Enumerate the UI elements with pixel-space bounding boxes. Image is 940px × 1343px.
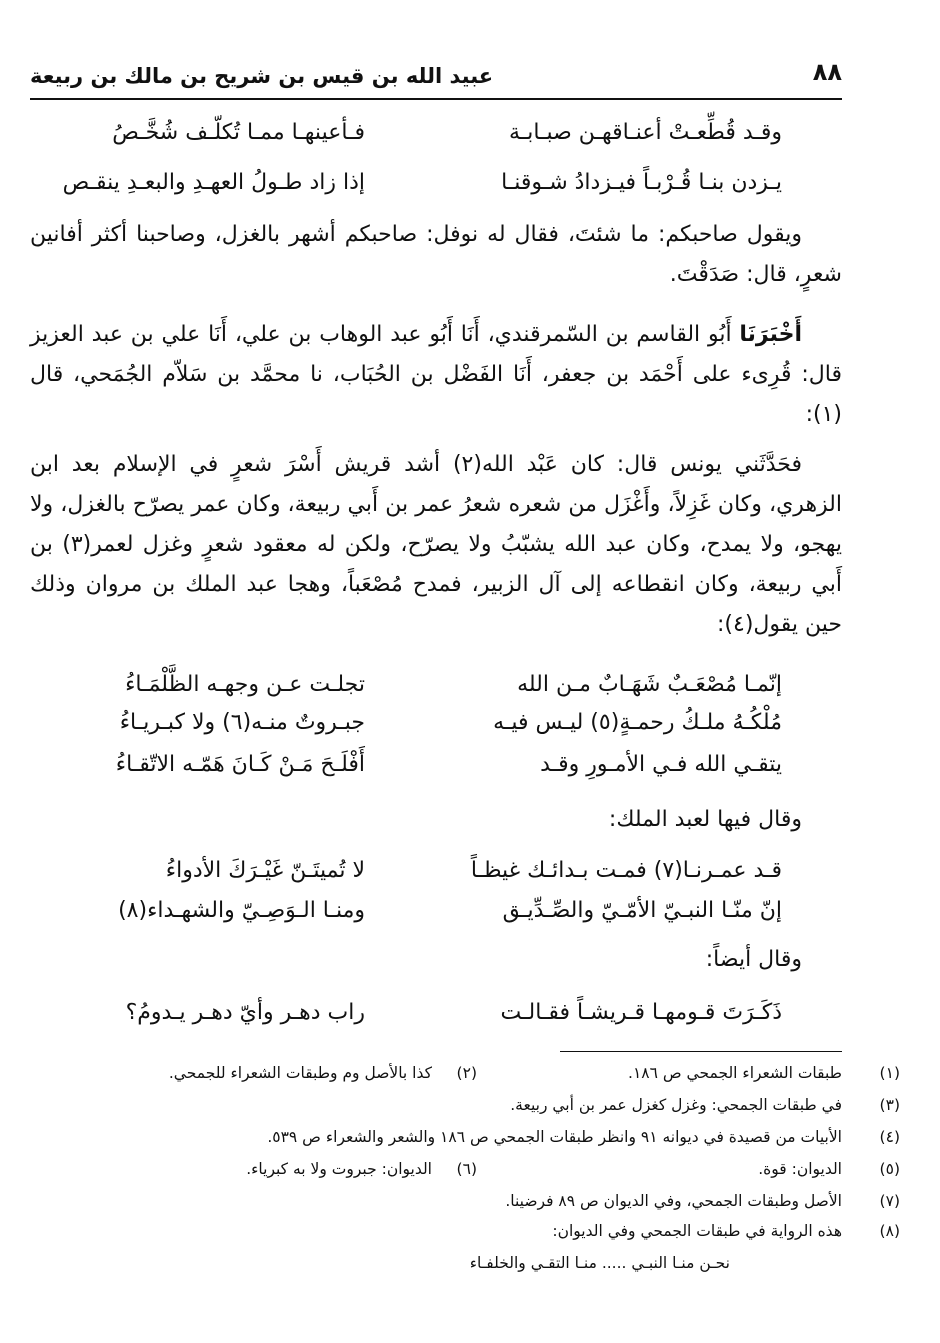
footnote-number: (٧)	[879, 1192, 900, 1210]
verse-first-hemistich: إنّمـا مُصْعَـبٌ شَهَـابٌ مـن الله	[517, 672, 782, 697]
page-header	[30, 58, 842, 100]
footnote	[30, 1062, 900, 1084]
verse-second-hemistich: إذا زاد طـولُ العهـدِ والبعـدِ ينقـص	[62, 170, 365, 195]
verse-line	[30, 1000, 842, 1038]
footnote-secondary	[168, 1062, 477, 1084]
paragraph: ويقول صاحبكم: ما شئتَ، فقال له نوفل: صاحبكم أشهر بالغزل، وصاحبنا أكثر أفانين شعرٍ، قال: صَدَقْتَ.	[30, 222, 842, 287]
footnote-text: الأبيات من قصيدة في ديوانه ٩١ وانظر طبقات الجمحي ص ١٨٦ والشعر والشعراء ص ٥٣٩.	[267, 1128, 842, 1146]
footnote-text: كذا بالأصل وم وطبقات الشعراء للجمحي.	[168, 1064, 432, 1082]
footnote-number: (٦)	[456, 1160, 477, 1178]
footnote-number: (٣)	[879, 1096, 900, 1114]
verse-second-hemistich: جبـروتٌ منـه(٦) ولا كبـريـاءُ	[119, 710, 365, 735]
verse-second-hemistich: راب دهـر وأيّ دهـر يـدومُ؟	[125, 1000, 365, 1025]
footnote-number: (٨)	[879, 1222, 900, 1240]
verse-first-hemistich: يتقـي الله فـي الأمـورِ وقـد	[540, 752, 782, 777]
footnote-text: الأصل وطبقات الجمحي، وفي الديوان ص ٨٩ فرضينا.	[505, 1192, 842, 1210]
paragraph: وقال أيضاً:	[705, 947, 802, 972]
footnote-text: في طبقات الجمحي: وغزل كغزل عمر بن أبي ربيعة.	[510, 1096, 842, 1114]
footnote-verse: نحـن منـا النبـي ..... منـا التقـي والخلفـاء	[469, 1254, 730, 1272]
running-title: عبيد الله بن قيس بن شريح بن مالك بن ربيعة	[30, 64, 494, 88]
footnote	[30, 1126, 900, 1148]
verse-second-hemistich: لا تُميتَـنّ غَيْـرَكَ الأدواءُ	[165, 858, 365, 883]
isnad-paragraph	[30, 315, 842, 435]
footnote-number: (٤)	[879, 1128, 900, 1146]
footnote-text: الديوان: قوة.	[758, 1160, 842, 1178]
verse-first-hemistich: يـزدن بنـا قُـرْبـاً فيـزدادُ شـوقنـا	[501, 170, 782, 195]
verse-line	[30, 120, 842, 158]
page-number: ٨٨	[812, 58, 842, 86]
verse-line	[30, 858, 842, 896]
footnote-text: هذه الرواية في طبقات الجمحي وفي الديوان:	[552, 1222, 842, 1240]
verse-first-hemistich: إنّ منّـا النبـيّ الأمّـيّ والصِّـدِّيـق	[502, 898, 782, 923]
verse-line	[30, 710, 842, 748]
verse-line	[30, 898, 842, 936]
paragraph-text: أَبُو القاسم بن السّمرقندي، أَنَا أَبُو عبد الوهاب بن علي، أَنَا علي بن عبد العزيز قال: قُرِىء على أَحْمَد بن جعفر، أَنَا الفَضْل بن الحُبَاب، نا محمَّد بن سَلاّم الجُمَحي، قال (١):	[30, 322, 842, 427]
footnote-secondary	[246, 1158, 477, 1180]
footnote-number: (٥)	[879, 1160, 900, 1178]
verse-first-hemistich: مُلْكُـهُ ملـكُ رحمـةٍ(٥) ليـس فيـه	[493, 710, 782, 735]
footnote	[30, 1158, 900, 1180]
paragraph: وقال فيها لعبد الملك:	[608, 807, 802, 832]
verse-line	[30, 170, 842, 208]
verse-second-hemistich: تجلـت عـن وجهـه الظَّلْمَـاءُ	[125, 672, 365, 697]
footnote	[30, 1190, 900, 1212]
paragraph: فحَدَّثَني يونس قال: كان عَبْد الله(٢) أشد قريش أَسْرَ شعرٍ في الإسلام بعد ابن الزهري، وكان غَزِلاً، وأَغْزَل من شعره شعرُ عمر بن أَبي ربيعة، وكان عمر يصرّح بالغزل، ولا يهجو، ولا يمدح، وكان عبد الله يشبّبُ ولا يصرّح، ولكن له معقود شعرٍ وغزل لعمر(٣) بن أَبي ربيعة، وكان انقطاعه إلى آل الزبير، فمدح مُصْعَباً، وهجا عبد الملك بن مروان وذلك حين يقول(٤):	[30, 452, 842, 637]
verse-line	[30, 752, 842, 790]
footnote-divider	[560, 1051, 842, 1052]
footnote-text: الديوان: جبروت ولا به كبرياء.	[246, 1160, 432, 1178]
footnote	[30, 1094, 900, 1116]
footnote-number: (١)	[879, 1064, 900, 1082]
verse-first-hemistich: ذَكَـرَتَ قـومهـا قـريشـاً فقـالـت	[500, 1000, 782, 1025]
verse-second-hemistich: ومنـا الـوَصِـيّ والشهـداء(٨)	[118, 898, 365, 923]
akhbarana-keyword: أَخْبَرَنَا	[739, 322, 802, 347]
verse-first-hemistich: قـد عمـرنـا(٧) فمـت بـدائـك غيظـاً	[470, 858, 782, 883]
footnote-text: طبقات الشعراء الجمحي ص ١٨٦.	[628, 1064, 842, 1082]
footnote	[30, 1220, 900, 1242]
verse-line	[30, 672, 842, 710]
footnote-number: (٢)	[456, 1064, 477, 1082]
verse-second-hemistich: فـأعينهـا ممـا تُكلّـف شُخَّـصُ	[112, 120, 365, 145]
verse-second-hemistich: أَفْلَـحَ مَـنْ كَـانَ هَمّـه الاتّقـاءُ	[115, 752, 365, 777]
verse-first-hemistich: وقـد قُطِّعـتْ أعنـاقهـن صبـابـة	[508, 120, 782, 145]
